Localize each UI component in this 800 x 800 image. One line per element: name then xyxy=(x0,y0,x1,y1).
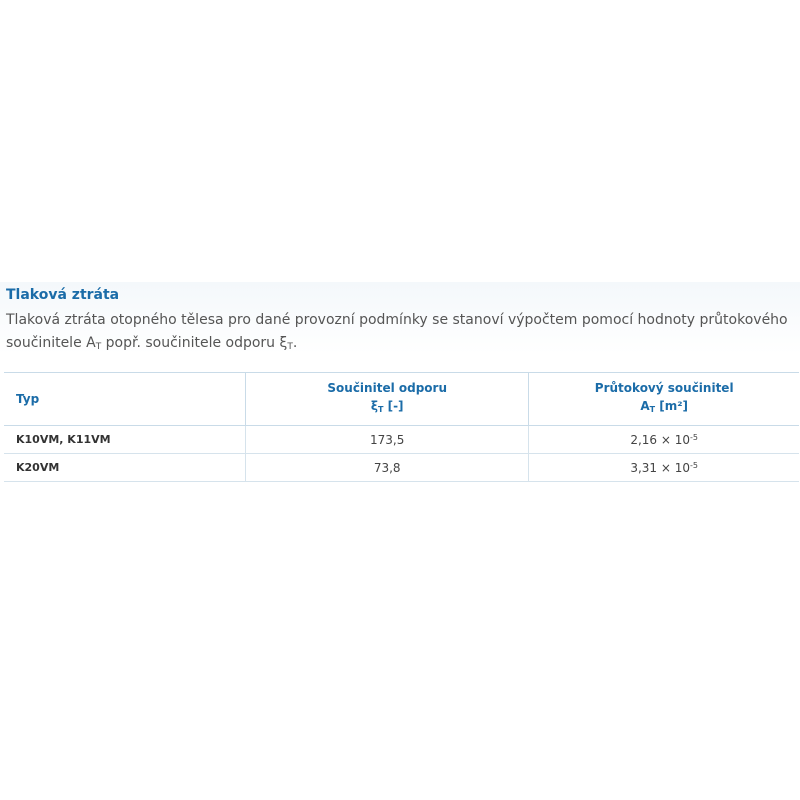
header-resistance xyxy=(246,373,529,426)
header-flow xyxy=(529,373,799,426)
header-resistance-label: Součinitel odporu xyxy=(327,381,447,395)
intro-sub-2: T xyxy=(287,342,293,352)
row-typ: K10VM, K11VM xyxy=(4,426,246,454)
row-flow-exp: -5 xyxy=(690,432,698,442)
flow-symbol-sub: T xyxy=(649,405,656,414)
row-typ: K20VM xyxy=(4,454,246,482)
table-header-row xyxy=(4,373,799,426)
pressure-loss-table xyxy=(4,372,799,482)
flow-symbol: A xyxy=(640,399,650,413)
header-typ: Typ xyxy=(4,373,246,426)
flow-unit: [m²] xyxy=(655,399,689,413)
resistance-symbol-sub: T xyxy=(377,405,384,414)
table-row xyxy=(4,426,799,454)
header-flow-label: Průtokový součinitel xyxy=(594,381,734,395)
row-resistance: 173,5 xyxy=(246,426,529,454)
intro-paragraph xyxy=(6,309,796,359)
intro-text-1: Tlaková ztráta otopného tělesa pro dané provozní podmínky se stanoví výpočtem pomocí hodnoty průtokového součinitele A xyxy=(6,312,788,351)
row-resistance: 73,8 xyxy=(246,454,529,482)
row-flow-exp: -5 xyxy=(690,460,698,470)
header-flow-symbol-line xyxy=(529,397,799,419)
intro-text-2: popř. součinitele odporu ξ xyxy=(101,335,288,351)
row-flow xyxy=(529,454,799,482)
intro-text-3: . xyxy=(292,335,298,351)
intro-sub-1: T xyxy=(95,342,102,352)
resistance-symbol: ξ xyxy=(370,399,378,413)
row-flow-base: 2,16 × 10 xyxy=(630,432,691,447)
section-title: Tlaková ztráta xyxy=(6,287,120,303)
header-resistance-symbol-line xyxy=(246,397,528,419)
resistance-unit: [-] xyxy=(383,399,404,413)
row-flow xyxy=(529,426,799,454)
table-row xyxy=(4,454,799,482)
row-flow-base: 3,31 × 10 xyxy=(630,460,691,475)
